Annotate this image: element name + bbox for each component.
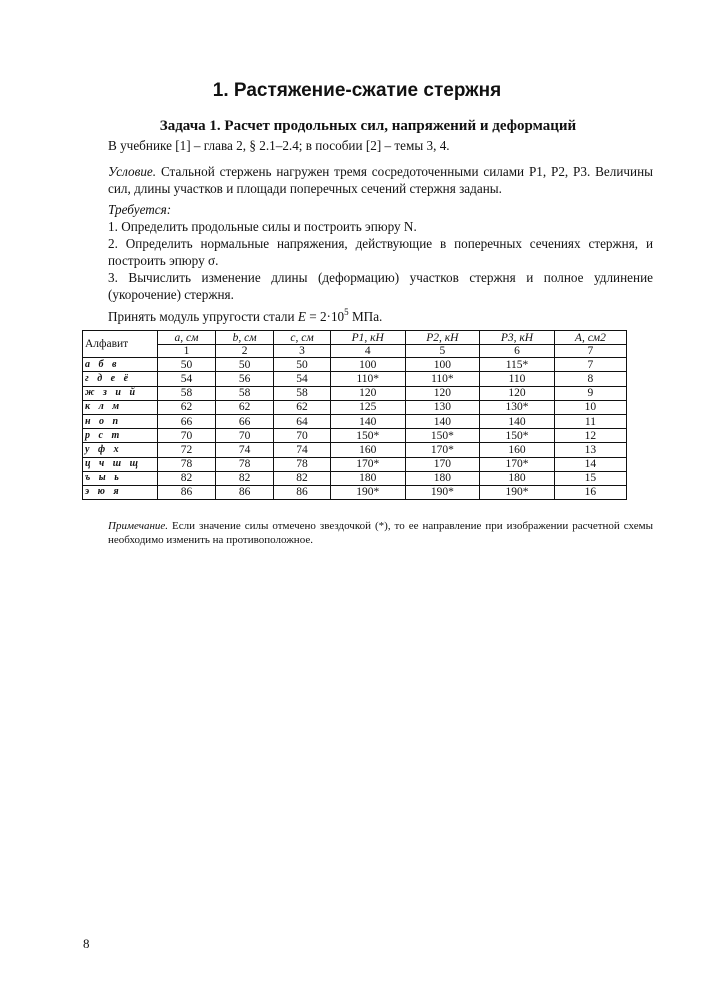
- alphabet-cell: н о п: [83, 414, 158, 428]
- table-cell: 140: [480, 414, 555, 428]
- col-number: 7: [554, 345, 626, 358]
- modulus-prefix: Принять модуль упругости стали: [108, 309, 295, 324]
- col-number: 3: [274, 345, 331, 358]
- table-cell: 150*: [405, 429, 480, 443]
- requirement-item-3: 3. Вычислить изменение длины (деформацию) участков стержня и полное удлинение (укорочение) стержня.: [108, 270, 653, 302]
- table-cell: 50: [158, 358, 216, 372]
- col-number: 6: [480, 345, 555, 358]
- table-cell: 190*: [330, 485, 405, 499]
- requirement-item-2: 2. Определить нормальные напряжения, действующие в поперечных сечениях стержня, и построить эпюру σ.: [108, 236, 653, 268]
- table-cell: 140: [405, 414, 480, 428]
- table-cell: 58: [158, 386, 216, 400]
- alphabet-cell: э ю я: [83, 485, 158, 499]
- table-cell: 170*: [405, 443, 480, 457]
- alphabet-header: Алфавит: [83, 331, 158, 358]
- table-cell: 150*: [330, 429, 405, 443]
- col-number: 1: [158, 345, 216, 358]
- table-cell: 150*: [480, 429, 555, 443]
- table-cell: 78: [216, 457, 274, 471]
- table-cell: 170: [405, 457, 480, 471]
- modulus-unit: МПа.: [348, 309, 383, 324]
- table-row: [83, 400, 627, 414]
- references-line: В учебнике [1] – глава 2, § 2.1–2.4; в пособии [2] – темы 3, 4.: [108, 138, 450, 153]
- table-cell: 82: [158, 471, 216, 485]
- table-row: [83, 372, 627, 386]
- table-cell: 120: [330, 386, 405, 400]
- note-label: Примечание.: [108, 520, 169, 532]
- section-title: 1. Растяжение-сжатие стержня: [212, 80, 502, 101]
- table-cell: 16: [554, 485, 626, 499]
- col-number: 5: [405, 345, 480, 358]
- table-cell: 54: [274, 372, 331, 386]
- requirement-item-1: 1. Определить продольные силы и построить эпюру N.: [108, 219, 417, 234]
- condition-text: Стальной стержень нагружен тремя сосредоточенными силами P1, P2, P3. Величины сил, длины участков и площади поперечных сечений стержня заданы.: [108, 164, 654, 196]
- table-row: [83, 471, 627, 485]
- alphabet-cell: ж з и й: [83, 386, 158, 400]
- table-cell: 115*: [480, 358, 555, 372]
- table-cell: 58: [274, 386, 331, 400]
- table-cell: 125: [330, 400, 405, 414]
- table-cell: 10: [554, 400, 626, 414]
- modulus-var: E: [297, 309, 306, 324]
- alphabet-cell: а б в: [83, 358, 158, 372]
- table-cell: 13: [554, 443, 626, 457]
- condition-paragraph: [83, 164, 653, 197]
- table-cell: 110*: [405, 372, 480, 386]
- table-cell: 110*: [330, 372, 405, 386]
- table-cell: 62: [216, 400, 274, 414]
- table-cell: 160: [330, 443, 405, 457]
- table-cell: 78: [158, 457, 216, 471]
- col-header-p2: P2, кН: [405, 331, 480, 345]
- note-text: Если значение силы отмечено звездочкой (*), то ее направление при изображении расчетной схемы необходимо изменить на противоположное.: [108, 520, 653, 546]
- table-cell: 82: [216, 471, 274, 485]
- table-cell: 70: [274, 429, 331, 443]
- table-cell: 160: [480, 443, 555, 457]
- page-number: 8: [83, 936, 90, 951]
- table-cell: 14: [554, 457, 626, 471]
- alphabet-cell: у ф х: [83, 443, 158, 457]
- table-row: [83, 414, 627, 428]
- table-row: [83, 457, 627, 471]
- table-row: [83, 429, 627, 443]
- table-cell: 130: [405, 400, 480, 414]
- table-cell: 170*: [480, 457, 555, 471]
- table-row: [83, 358, 627, 372]
- table-cell: 180: [330, 471, 405, 485]
- table-cell: 66: [216, 414, 274, 428]
- required-label: Требуется:: [108, 202, 172, 217]
- modulus-eq: = 2·10: [305, 309, 345, 324]
- table-cell: 120: [405, 386, 480, 400]
- alphabet-cell: к л м: [83, 400, 158, 414]
- task-title: Задача 1. Расчет продольных сил, напряжений и деформаций: [159, 118, 577, 134]
- note-paragraph: [83, 519, 653, 547]
- table-cell: 74: [216, 443, 274, 457]
- modulus-exp: 5: [344, 307, 349, 317]
- col-header-b: b, см: [216, 331, 274, 345]
- table-cell: 82: [274, 471, 331, 485]
- alphabet-cell: ъ ы ь: [83, 471, 158, 485]
- table-cell: 64: [274, 414, 331, 428]
- col-header-c: c, см: [274, 331, 331, 345]
- table-cell: 190*: [480, 485, 555, 499]
- modulus-line: [83, 304, 653, 326]
- table-cell: 66: [158, 414, 216, 428]
- col-number: 4: [330, 345, 405, 358]
- table-cell: 70: [158, 429, 216, 443]
- table-cell: 86: [274, 485, 331, 499]
- table-cell: 190*: [405, 485, 480, 499]
- table-row: [83, 386, 627, 400]
- col-header-p1: P1, кН: [330, 331, 405, 345]
- table-cell: 62: [158, 400, 216, 414]
- table-cell: 56: [216, 372, 274, 386]
- table-cell: 72: [158, 443, 216, 457]
- table-cell: 50: [274, 358, 331, 372]
- table-cell: 62: [274, 400, 331, 414]
- alphabet-cell: ц ч ш щ: [83, 457, 158, 471]
- data-table: [82, 330, 627, 500]
- table-cell: 58: [216, 386, 274, 400]
- table-cell: 74: [274, 443, 331, 457]
- table-row: [83, 485, 627, 499]
- table-cell: 170*: [330, 457, 405, 471]
- table-cell: 100: [405, 358, 480, 372]
- table-cell: 15: [554, 471, 626, 485]
- table-cell: 86: [158, 485, 216, 499]
- table-cell: 50: [216, 358, 274, 372]
- table-cell: 110: [480, 372, 555, 386]
- table-cell: 8: [554, 372, 626, 386]
- table-cell: 9: [554, 386, 626, 400]
- table-row: [83, 443, 627, 457]
- table-cell: 7: [554, 358, 626, 372]
- table-cell: 130*: [480, 400, 555, 414]
- table-cell: 120: [480, 386, 555, 400]
- alphabet-cell: г д е ё: [83, 372, 158, 386]
- table-cell: 78: [274, 457, 331, 471]
- table-cell: 180: [480, 471, 555, 485]
- table-cell: 70: [216, 429, 274, 443]
- table-cell: 54: [158, 372, 216, 386]
- table-cell: 11: [554, 414, 626, 428]
- col-header-area: A, см2: [554, 331, 626, 345]
- table-cell: 140: [330, 414, 405, 428]
- table-cell: 180: [405, 471, 480, 485]
- table-cell: 12: [554, 429, 626, 443]
- table-cell: 100: [330, 358, 405, 372]
- table-cell: 86: [216, 485, 274, 499]
- col-number: 2: [216, 345, 274, 358]
- col-header-p3: P3, кН: [480, 331, 555, 345]
- condition-label: Условие.: [108, 164, 157, 179]
- col-header-a: a, см: [158, 331, 216, 345]
- alphabet-cell: р с т: [83, 429, 158, 443]
